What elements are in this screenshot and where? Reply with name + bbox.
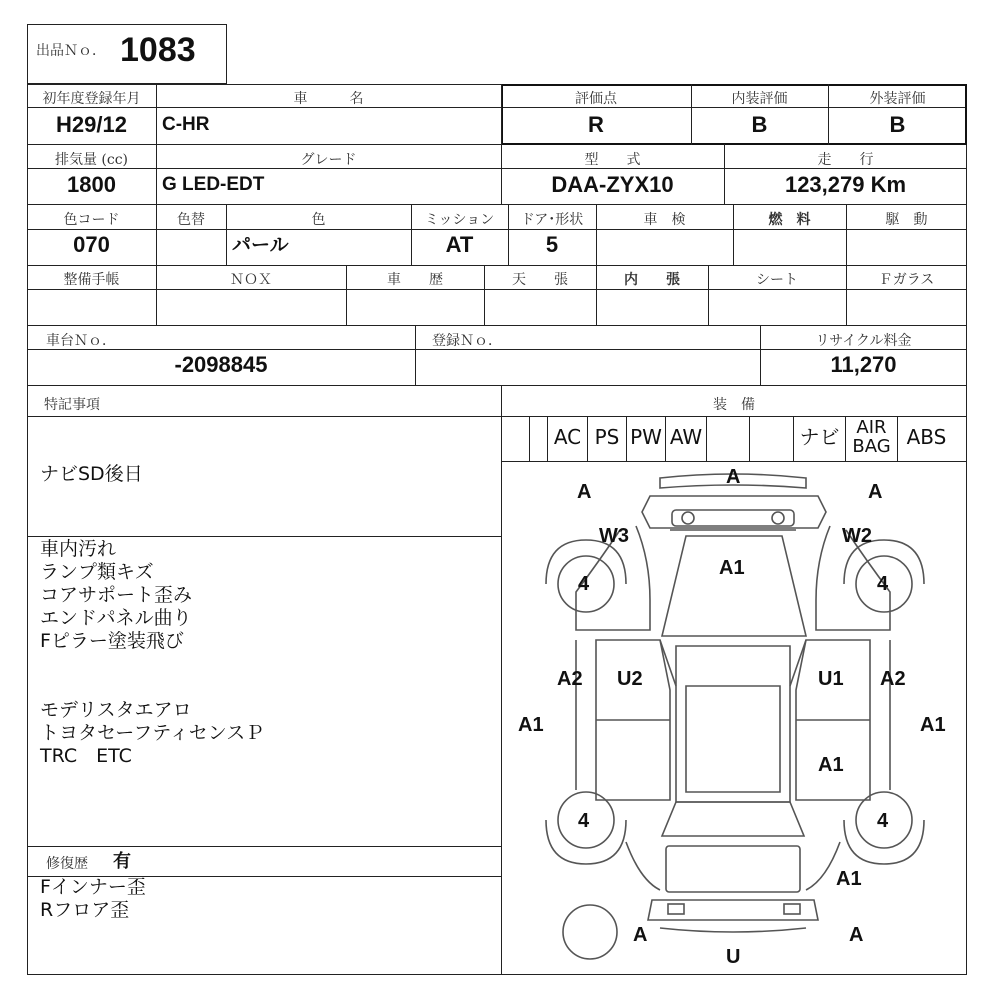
equipment-abs: ABS xyxy=(897,416,955,461)
damage-mark: U1 xyxy=(818,668,844,690)
damage-mark: A xyxy=(577,481,592,503)
displacement-value: 1800 xyxy=(67,172,116,197)
damage-mark: A2 xyxy=(557,668,583,690)
color-code-label: 色コード xyxy=(63,212,120,228)
lot-number: 1083 xyxy=(120,31,196,69)
damage-mark: A1 xyxy=(719,557,745,579)
repair-item: Rフロア歪 xyxy=(40,899,130,921)
notes-item: エンドパネル曲り xyxy=(40,607,192,629)
notes-item: トヨタセーフティセンスＰ xyxy=(40,722,265,744)
notes-label: 特記事項 xyxy=(44,397,100,413)
damage-mark: 4 xyxy=(578,810,590,832)
exterior-label: 外装評価 xyxy=(869,91,926,107)
equipment-ps: PS xyxy=(587,416,626,461)
notes-item: Fピラー塗装飛び xyxy=(40,630,184,652)
damage-mark: U2 xyxy=(617,668,643,690)
registration-no-label: 登録Ｎｏ． xyxy=(432,333,502,349)
damage-mark: 4 xyxy=(877,810,889,832)
model-value: DAA-ZYX10 xyxy=(551,172,674,197)
interior-label: 内装評価 xyxy=(731,91,788,107)
color-code-value: 070 xyxy=(73,232,110,257)
mileage-label: 走 行 xyxy=(817,152,874,168)
damage-mark: A xyxy=(726,466,741,488)
grade-label: グレード xyxy=(300,152,357,168)
score-label: 評価点 xyxy=(575,91,617,107)
door-label: ドア･形状 xyxy=(520,212,584,228)
color-value: パール xyxy=(232,234,289,256)
damage-mark: U xyxy=(726,946,741,968)
notes-item: 車内汚れ xyxy=(40,538,117,560)
fuel-label: 燃 料 xyxy=(768,212,811,228)
damage-mark: A1 xyxy=(818,754,844,776)
score-value: R xyxy=(588,112,604,137)
nox-label: ＮＯＸ xyxy=(230,272,272,288)
notes-line-1: ナビSD後日 xyxy=(40,463,143,485)
seat-label: シート xyxy=(756,272,798,288)
glass-label: Ｆガラス xyxy=(878,272,935,288)
car-name-label: 車 名 xyxy=(293,91,364,107)
damage-mark: A xyxy=(633,924,648,946)
notes-item: TRC ETC xyxy=(40,745,132,767)
registration-label: 初年度登録年月 xyxy=(42,91,141,107)
repair-value: 有 xyxy=(113,851,131,872)
model-label: 型 式 xyxy=(584,152,641,168)
recycle-label: リサイクル料金 xyxy=(815,333,912,349)
repair-item: Fインナー歪 xyxy=(40,876,146,898)
history-label: 車 歴 xyxy=(387,272,443,288)
car-name-value: C-HR xyxy=(162,114,210,135)
roof-label: 天 張 xyxy=(512,272,568,288)
recolor-label: 色替 xyxy=(177,212,205,228)
mission-label: ミッション xyxy=(424,212,495,228)
equipment-ac: AC xyxy=(547,416,587,461)
registration-value: H29/12 xyxy=(56,112,127,137)
damage-mark: A1 xyxy=(518,714,544,736)
equipment-aw: AW xyxy=(665,416,706,461)
equipment-pw: PW xyxy=(626,416,665,461)
notes-item: ランプ類キズ xyxy=(40,561,154,583)
damage-mark: A xyxy=(849,924,864,946)
repair-label: 修復歴 xyxy=(46,856,88,872)
door-value: 5 xyxy=(545,232,559,257)
damage-mark: W3 xyxy=(599,525,629,547)
damage-mark: 4 xyxy=(578,573,590,595)
interior-value: B xyxy=(751,112,768,137)
notes-item: コアサポート歪み xyxy=(40,584,193,606)
recycle-value: 11,270 xyxy=(830,352,897,377)
lot-label: 出品Ｎｏ． xyxy=(36,43,106,59)
color-label: 色 xyxy=(311,212,326,228)
exterior-value: B xyxy=(889,112,906,137)
damage-mark: A1 xyxy=(920,714,946,736)
damage-mark: A xyxy=(868,481,883,503)
displacement-label: 排気量 (cc) xyxy=(54,152,129,168)
drive-label: 駆 動 xyxy=(885,212,928,228)
chassis-label: 車台Ｎｏ． xyxy=(46,333,116,349)
chassis-value: -2098845 xyxy=(174,352,268,377)
equipment-label: 装 備 xyxy=(713,397,755,413)
manual-label: 整備手帳 xyxy=(63,272,120,288)
damage-mark: 4 xyxy=(877,573,889,595)
damage-mark: W2 xyxy=(842,525,872,547)
mission-value: AT xyxy=(445,232,474,257)
equipment-airbag: AIR BAG xyxy=(845,416,897,461)
lining-label: 内 張 xyxy=(624,272,680,288)
notes-item: モデリスタエアロ xyxy=(40,699,192,721)
grade-value: G LED-EDT xyxy=(162,174,265,195)
mileage-value: 123,279 Km xyxy=(784,172,907,197)
damage-mark: A1 xyxy=(836,868,862,890)
inspection-label: 車 検 xyxy=(643,212,686,228)
damage-mark: A2 xyxy=(880,668,906,690)
equipment-navi: ナビ xyxy=(793,416,845,461)
